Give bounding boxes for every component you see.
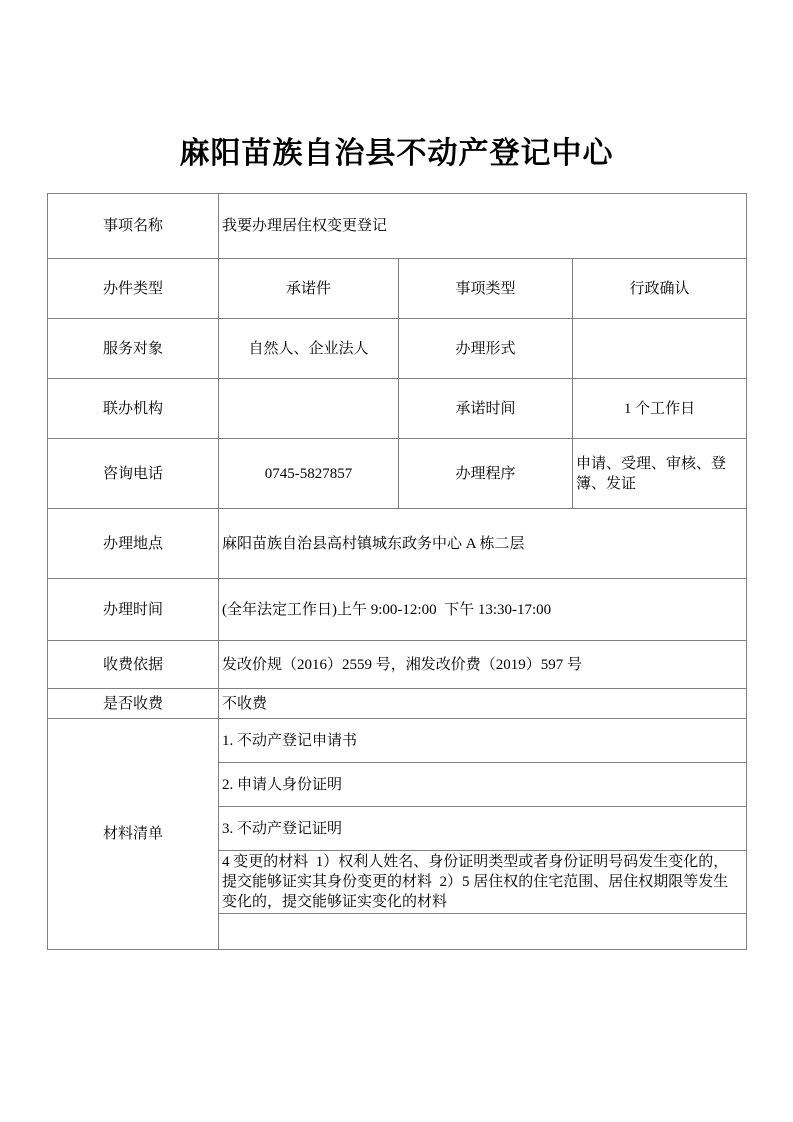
fee-label: 是否收费 (48, 689, 219, 719)
materials-label: 材料清单 (48, 719, 219, 950)
page-title: 麻阳苗族自治县不动产登记中心 (179, 137, 614, 170)
row-fee-basis (48, 641, 747, 689)
row-service-target (48, 319, 747, 379)
location-label: 办理地点 (48, 509, 219, 579)
info-table-container (47, 193, 747, 950)
procedure-label: 办理程序 (399, 439, 573, 509)
row-time (48, 579, 747, 641)
fee-basis-value: 发改价规（2016）2559 号，湘发改价费（2019）597 号 (219, 641, 747, 689)
row-item-name (48, 194, 747, 259)
case-type-label: 办件类型 (48, 259, 219, 319)
time-value: (全年法定工作日)上午 9:00-12:00 下午 13:30-17:00 (219, 579, 747, 641)
time-label: 办理时间 (48, 579, 219, 641)
phone-label: 咨询电话 (48, 439, 219, 509)
item-name-label: 事项名称 (48, 194, 219, 259)
fee-basis-label: 收费依据 (48, 641, 219, 689)
item-name-value: 我要办理居住权变更登记 (219, 194, 747, 259)
row-fee (48, 689, 747, 719)
joint-org-label: 联办机构 (48, 379, 219, 439)
row-case-type (48, 259, 747, 319)
handle-form-value (573, 319, 747, 379)
material-item-5 (219, 914, 747, 950)
row-joint-org (48, 379, 747, 439)
item-type-label: 事项类型 (399, 259, 573, 319)
service-target-value: 自然人、企业法人 (219, 319, 399, 379)
material-item-3: 3. 不动产登记证明 (219, 807, 747, 851)
material-item-2: 2. 申请人身份证明 (219, 763, 747, 807)
service-target-label: 服务对象 (48, 319, 219, 379)
location-value: 麻阳苗族自治县高村镇城东政务中心 A 栋二层 (219, 509, 747, 579)
promise-time-value: 1 个工作日 (573, 379, 747, 439)
material-item-1: 1. 不动产登记申请书 (219, 719, 747, 763)
fee-value: 不收费 (219, 689, 747, 719)
procedure-value: 申请、受理、审核、登簿、发证 (573, 439, 747, 509)
row-material-1 (48, 719, 747, 763)
handle-form-label: 办理形式 (399, 319, 573, 379)
row-phone (48, 439, 747, 509)
case-type-value: 承诺件 (219, 259, 399, 319)
phone-value: 0745-5827857 (219, 439, 399, 509)
promise-time-label: 承诺时间 (399, 379, 573, 439)
service-item-table (47, 193, 747, 950)
joint-org-value (219, 379, 399, 439)
item-type-value: 行政确认 (573, 259, 747, 319)
row-location (48, 509, 747, 579)
material-item-4: 4 变更的材料 1）权利人姓名、身份证明类型或者身份证明号码发生变化的，提交能够证实其身份变更的材料 2）5 居住权的住宅范围、居住权期限等发生变化的，提交能够证实变化的材料 (219, 851, 747, 914)
